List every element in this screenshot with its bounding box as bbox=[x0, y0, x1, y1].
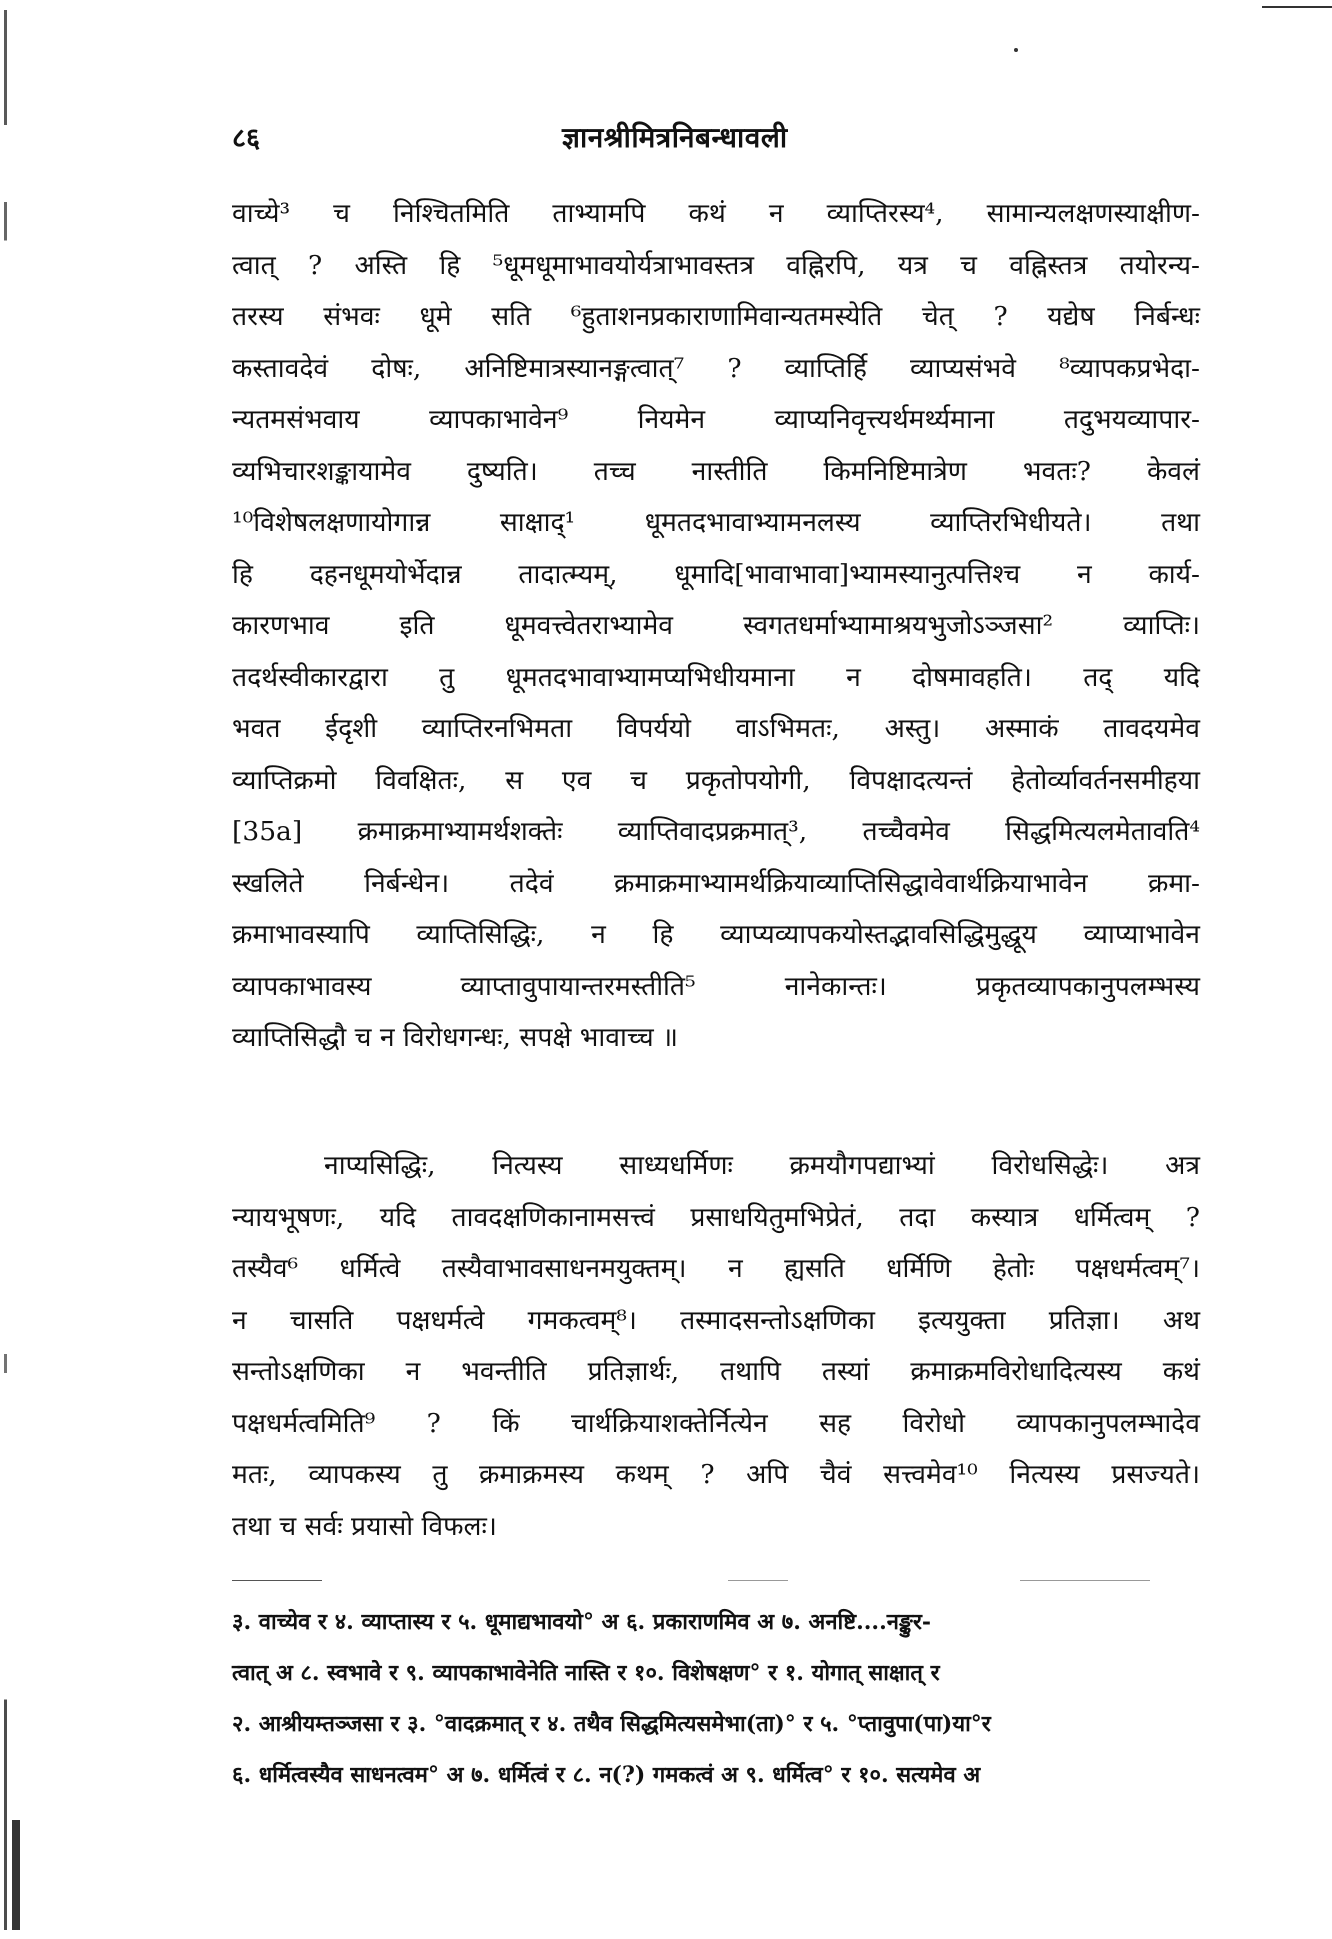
text-line: तथा च सर्वः प्रयासो विफलः। bbox=[232, 1510, 497, 1542]
text-line: व्याप्तिसिद्धौ च न विरोधगन्धः, सपक्षे भावाच्च ॥ bbox=[232, 1022, 678, 1053]
footnote-line: ३. वाच्येव र ४. व्याप्तास्य र ५. धूमाद्यभावयो° अ ६. प्रकाराणमिव अ ७. अनष्टि....नङ्कुर- bbox=[232, 1609, 931, 1635]
scan-edge-left bbox=[4, 10, 7, 1930]
body-paragraph-2 bbox=[232, 1140, 1200, 1552]
text-line: भवत ईदृशी व्याप्तिरनभिमता विपर्ययो वाऽभिमतः, अस्तु। अस्माकं तावदयमेव bbox=[232, 713, 1200, 744]
text-line: कारणभाव इति धूमवत्त्वेतराभ्यामेव स्वगतधर्माभ्यामाश्रयभुजोऽञ्जसा² व्याप्तिः। bbox=[232, 610, 1200, 641]
text-line: व्याप्तिक्रमो विवक्षितः, स एव च प्रकृतोपयोगी, विपक्षादत्यन्तं हेतोर्व्यावर्तनसमीहया bbox=[232, 764, 1200, 796]
footnote-line: २. आश्रीयम्तञ्जसा र ३. °वादक्रमात् र ४. तथैव सिद्धमित्यसमेभा(ता)° र ५. °प्तावुपा(पा)या°र bbox=[232, 1711, 991, 1737]
footnote-rule bbox=[232, 1580, 322, 1581]
text-line: पक्षधर्मत्वमिति⁹ ? किं चार्थक्रियाशक्तेर्नित्येन सह विरोधो व्यापकानुपलम्भादेव bbox=[232, 1407, 1200, 1439]
text-line: हि दहनधूमयोर्भेदान्न तादात्म्यम्, धूमादि[भावाभावा]भ्यामस्यानुत्पत्तिश्च न कार्य- bbox=[232, 558, 1200, 590]
text-line: ¹⁰विशेषलक्षणायोगान्न साक्षाद्¹ धूमतदभावाभ्यामनलस्य व्याप्तिरभिधीयते। तथा bbox=[232, 507, 1200, 538]
running-title: ज्ञानश्रीमित्रनिबन्धावली bbox=[562, 121, 788, 154]
text-line: व्यापकाभावस्य व्याप्तावुपायान्तरमस्तीति⁵ नानेकान्तः। प्रकृतव्यापकानुपलम्भस्य bbox=[232, 970, 1200, 1002]
scan-edge-top bbox=[1262, 6, 1332, 8]
page-header bbox=[232, 118, 1112, 164]
text-line: न्यतमसंभवाय व्यापकाभावेन⁹ नियमेन व्याप्यनिवृत्त्यर्थमर्थ्यमाना तदुभयव्यापार- bbox=[232, 404, 1200, 435]
text-line: न चासति पक्षधर्मत्वे गमकत्वम्⁸। तस्मादसन्तोऽक्षणिका इत्ययुक्ता प्रतिज्ञा। अथ bbox=[232, 1304, 1200, 1336]
text-line: मतः, व्यापकस्य तु क्रमाक्रमस्य कथम् ? अपि चैवं सत्त्वमेव¹⁰ नित्यस्य प्रसज्यते। bbox=[232, 1459, 1200, 1490]
text-line: तस्यैव⁶ धर्मित्वे तस्यैवाभावसाधनमयुक्तम्। न ह्यसति धर्मिणि हेतोः पक्षधर्मत्वम्⁷। bbox=[232, 1253, 1200, 1284]
text-line: तरस्य संभवः धूमे सति ⁶हुताशनप्रकाराणामिवान्यतमस्येति चेत् ? यद्येष निर्बन्धः bbox=[232, 301, 1200, 332]
text-line: त्वात् ? अस्ति हि ⁵धूमधूमाभावयोर्यत्राभावस्तत्र वह्निरपि, यत्र च वह्निस्तत्र तयोरन्य- bbox=[232, 249, 1200, 281]
text-line: तदर्थस्वीकारद्वारा तु धूमतदभावाभ्यामप्यभिधीयमाना न दोषमावहति। तद् यदि bbox=[232, 661, 1200, 693]
footnote-rule bbox=[1020, 1580, 1150, 1581]
text-line: वाच्ये³ च निश्चितमिति ताभ्यामपि कथं न व्याप्तिरस्य⁴, सामान्यलक्षणस्याक्षीण- bbox=[232, 198, 1200, 229]
footnote-rule bbox=[728, 1580, 788, 1581]
text-line: नाप्यसिद्धिः, नित्यस्य साध्यधर्मिणः क्रमयौगपद्याभ्यां विरोधसिद्धेः। अत्र bbox=[324, 1150, 1200, 1181]
text-line: न्यायभूषणः, यदि तावदक्षणिकानामसत्त्वं प्रसाधयितुमभिप्रेतं, तदा कस्यात्र धर्मित्वम् ? bbox=[232, 1201, 1200, 1233]
scan-speck bbox=[1014, 48, 1018, 52]
text-line: सन्तोऽक्षणिका न भवन्तीति प्रतिज्ञार्थः, तथापि तस्यां क्रमाक्रमविरोधादित्यस्य कथं bbox=[232, 1356, 1200, 1387]
footnote-line: ६. धर्मित्वस्यैव साधनत्वम° अ ७. धर्मित्वं र ८. न(?) गमकत्वं अ ९. धर्मित्व° र १०. सत्यमेव अ bbox=[232, 1762, 981, 1788]
text-line: स्खलिते निर्बन्धेन। तदेवं क्रमाक्रमाभ्यामर्थक्रियाव्याप्तिसिद्धावेवार्थक्रियाभावेन क्रमा- bbox=[232, 867, 1200, 899]
body-paragraph-1 bbox=[232, 188, 1200, 1064]
text-line: क्रमाभावस्यापि व्याप्तिसिद्धिः, न हि व्याप्यव्यापकयोस्तद्भावसिद्धिमुद्धूय व्याप्याभावेन bbox=[232, 919, 1200, 950]
footnote-line: त्वात् अ ८. स्वभावे र ९. व्यापकाभावेनेति नास्ति र १०. विशेषक्षण° र १. योगात् साक्षात् र bbox=[232, 1660, 940, 1686]
page-number: ८६ bbox=[232, 123, 261, 154]
text-line: कस्तावदेवं दोषः, अनिष्टिमात्रस्यानङ्गत्वात्⁷ ? व्याप्तिर्हि व्याप्यसंभवे ⁸व्यापकप्रभेदा- bbox=[232, 352, 1200, 384]
text-line: [35a] क्रमाक्रमाभ्यामर्थशक्तेः व्याप्तिवादप्रक्रमात्³, तच्चैवमेव सिद्धमित्यलमेतावति⁴ bbox=[232, 816, 1200, 847]
scan-edge-binding bbox=[12, 1820, 20, 1930]
text-line: व्यभिचारशङ्कायामेव दुष्यति। तच्च नास्तीति किमनिष्टिमात्रेण भवतः? केवलं bbox=[232, 455, 1200, 487]
footnotes bbox=[232, 1597, 1200, 1801]
